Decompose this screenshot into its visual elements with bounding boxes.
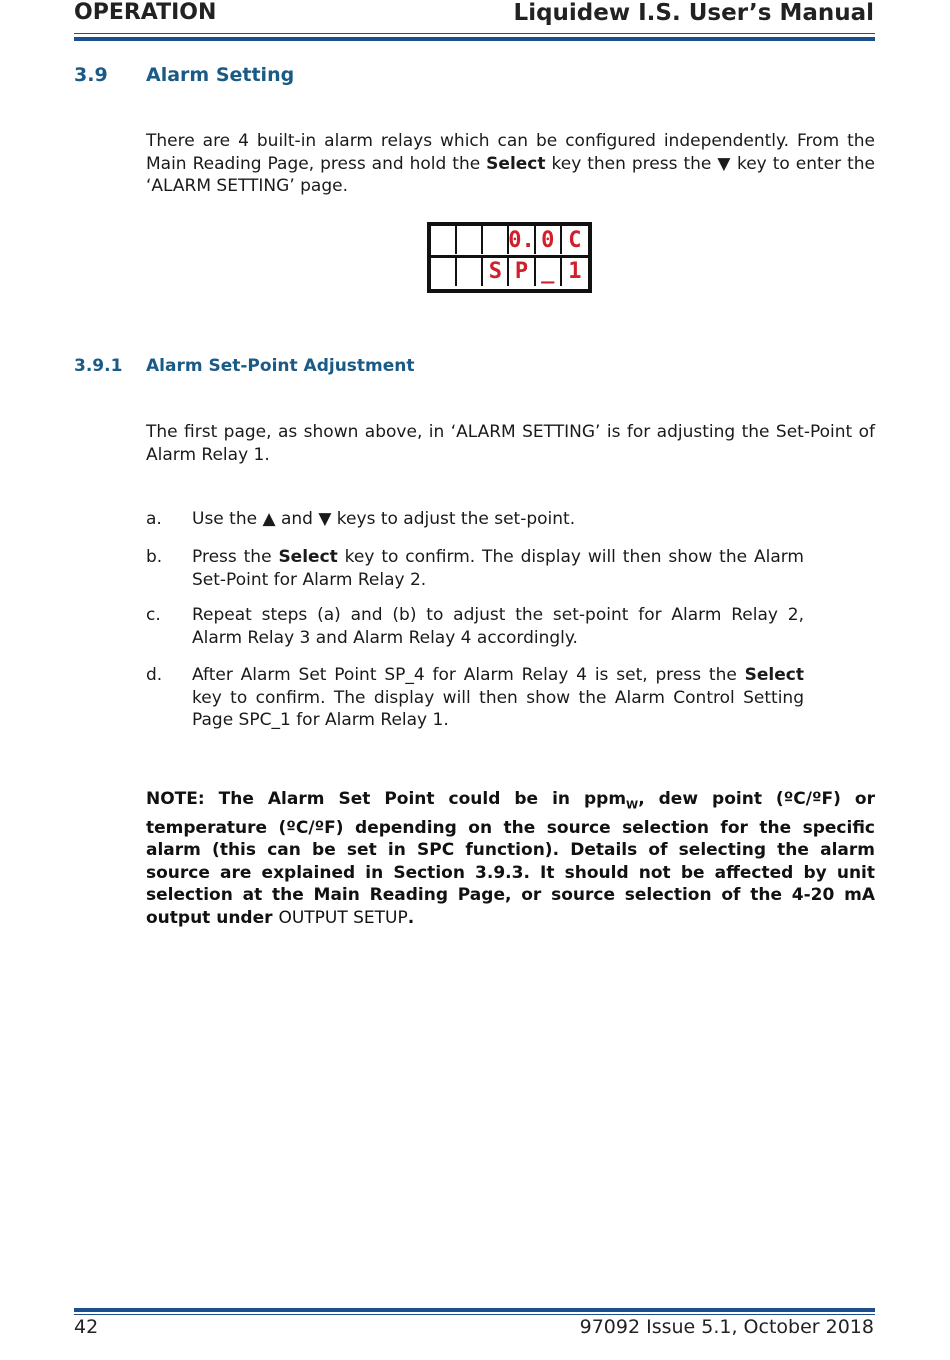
lcd-cell [483, 226, 509, 254]
note-subscript: W [626, 798, 639, 812]
section-title: Alarm Setting [146, 64, 295, 86]
section-intro-paragraph: There are 4 built-in alarm relays which can be configured independently. From the Main Reading Page, press and hold the Select key then press the ▼ key to enter the ‘ALARM SETTING’ page. [146, 131, 875, 196]
list-item-letter: a. [146, 509, 162, 529]
section-number: 3.9 [74, 64, 108, 86]
subsection-title: Alarm Set-Point Adjustment [146, 356, 415, 376]
document-issue: 97092 Issue 5.1, October 2018 [579, 1316, 874, 1338]
footer-rule-thin [74, 1314, 875, 1315]
lcd-cell [431, 258, 457, 286]
lcd-cell: P [509, 258, 535, 286]
header-manual-title: Liquidew I.S. User’s Manual [513, 0, 874, 26]
note-paragraph: NOTE: The Alarm Set Point could be in ppm$_W$, dew point (ºC/ºF) or temperature (ºC/ºF) depending on the source selection for the specific alarm (this can be set in SPC function). Details of selecting the alarm source are explained in Section 3.9.3. It should not be affected by unit selection at the Main Reading Page, or source selection of the 4-20 mA output under OUTPUT SETUP. [146, 789, 875, 928]
list-item-letter: d. [146, 665, 163, 685]
list-item-text: Use the ▲ and ▼ keys to adjust the set-point. [192, 509, 576, 529]
lcd-cell: 0 [536, 226, 562, 254]
list-item-text: Press the Select key to confirm. The display will then show the Alarm Set-Point for Alarm Relay 2. [192, 547, 804, 590]
lcd-cell: _ [536, 258, 562, 286]
list-item-text: After Alarm Set Point SP_4 for Alarm Relay 4 is set, press the Select key to confirm. The display will then show the Alarm Control Setting Page SPC_1 for Alarm Relay 1. [192, 665, 804, 730]
header-rule-thick [74, 37, 875, 41]
lcd-row-2 [431, 258, 588, 286]
lcd-cell: 1 [568, 259, 582, 284]
lcd-display [427, 222, 592, 293]
lcd-cell: S [483, 258, 509, 286]
subsection-intro-paragraph: The first page, as shown above, in ‘ALARM SETTING’ is for adjusting the Set-Point of Alarm Relay 1. [146, 422, 875, 465]
lcd-cell [457, 226, 483, 254]
footer-rule-thick [74, 1308, 875, 1312]
output-setup-menu-label: OUTPUT SETUP [278, 907, 408, 928]
select-key-label: Select [744, 665, 804, 685]
select-key-label: Select [278, 547, 338, 567]
list-item-letter: b. [146, 547, 163, 567]
lcd-cell: 0. [508, 227, 535, 253]
page-number: 42 [74, 1316, 99, 1338]
select-key-label: Select [486, 153, 546, 174]
list-item-text: Repeat steps (a) and (b) to adjust the set-point for Alarm Relay 2, Alarm Relay 3 and Alarm Relay 4 accordingly. [192, 605, 804, 648]
header-rule-thin [74, 33, 875, 34]
lcd-row-1 [431, 226, 588, 254]
subsection-number: 3.9.1 [74, 356, 123, 376]
lcd-cell [457, 258, 483, 286]
lcd-cell [431, 226, 457, 254]
lcd-cell: C [568, 227, 582, 253]
list-item-letter: c. [146, 605, 161, 625]
header-section-label: OPERATION [74, 0, 217, 25]
